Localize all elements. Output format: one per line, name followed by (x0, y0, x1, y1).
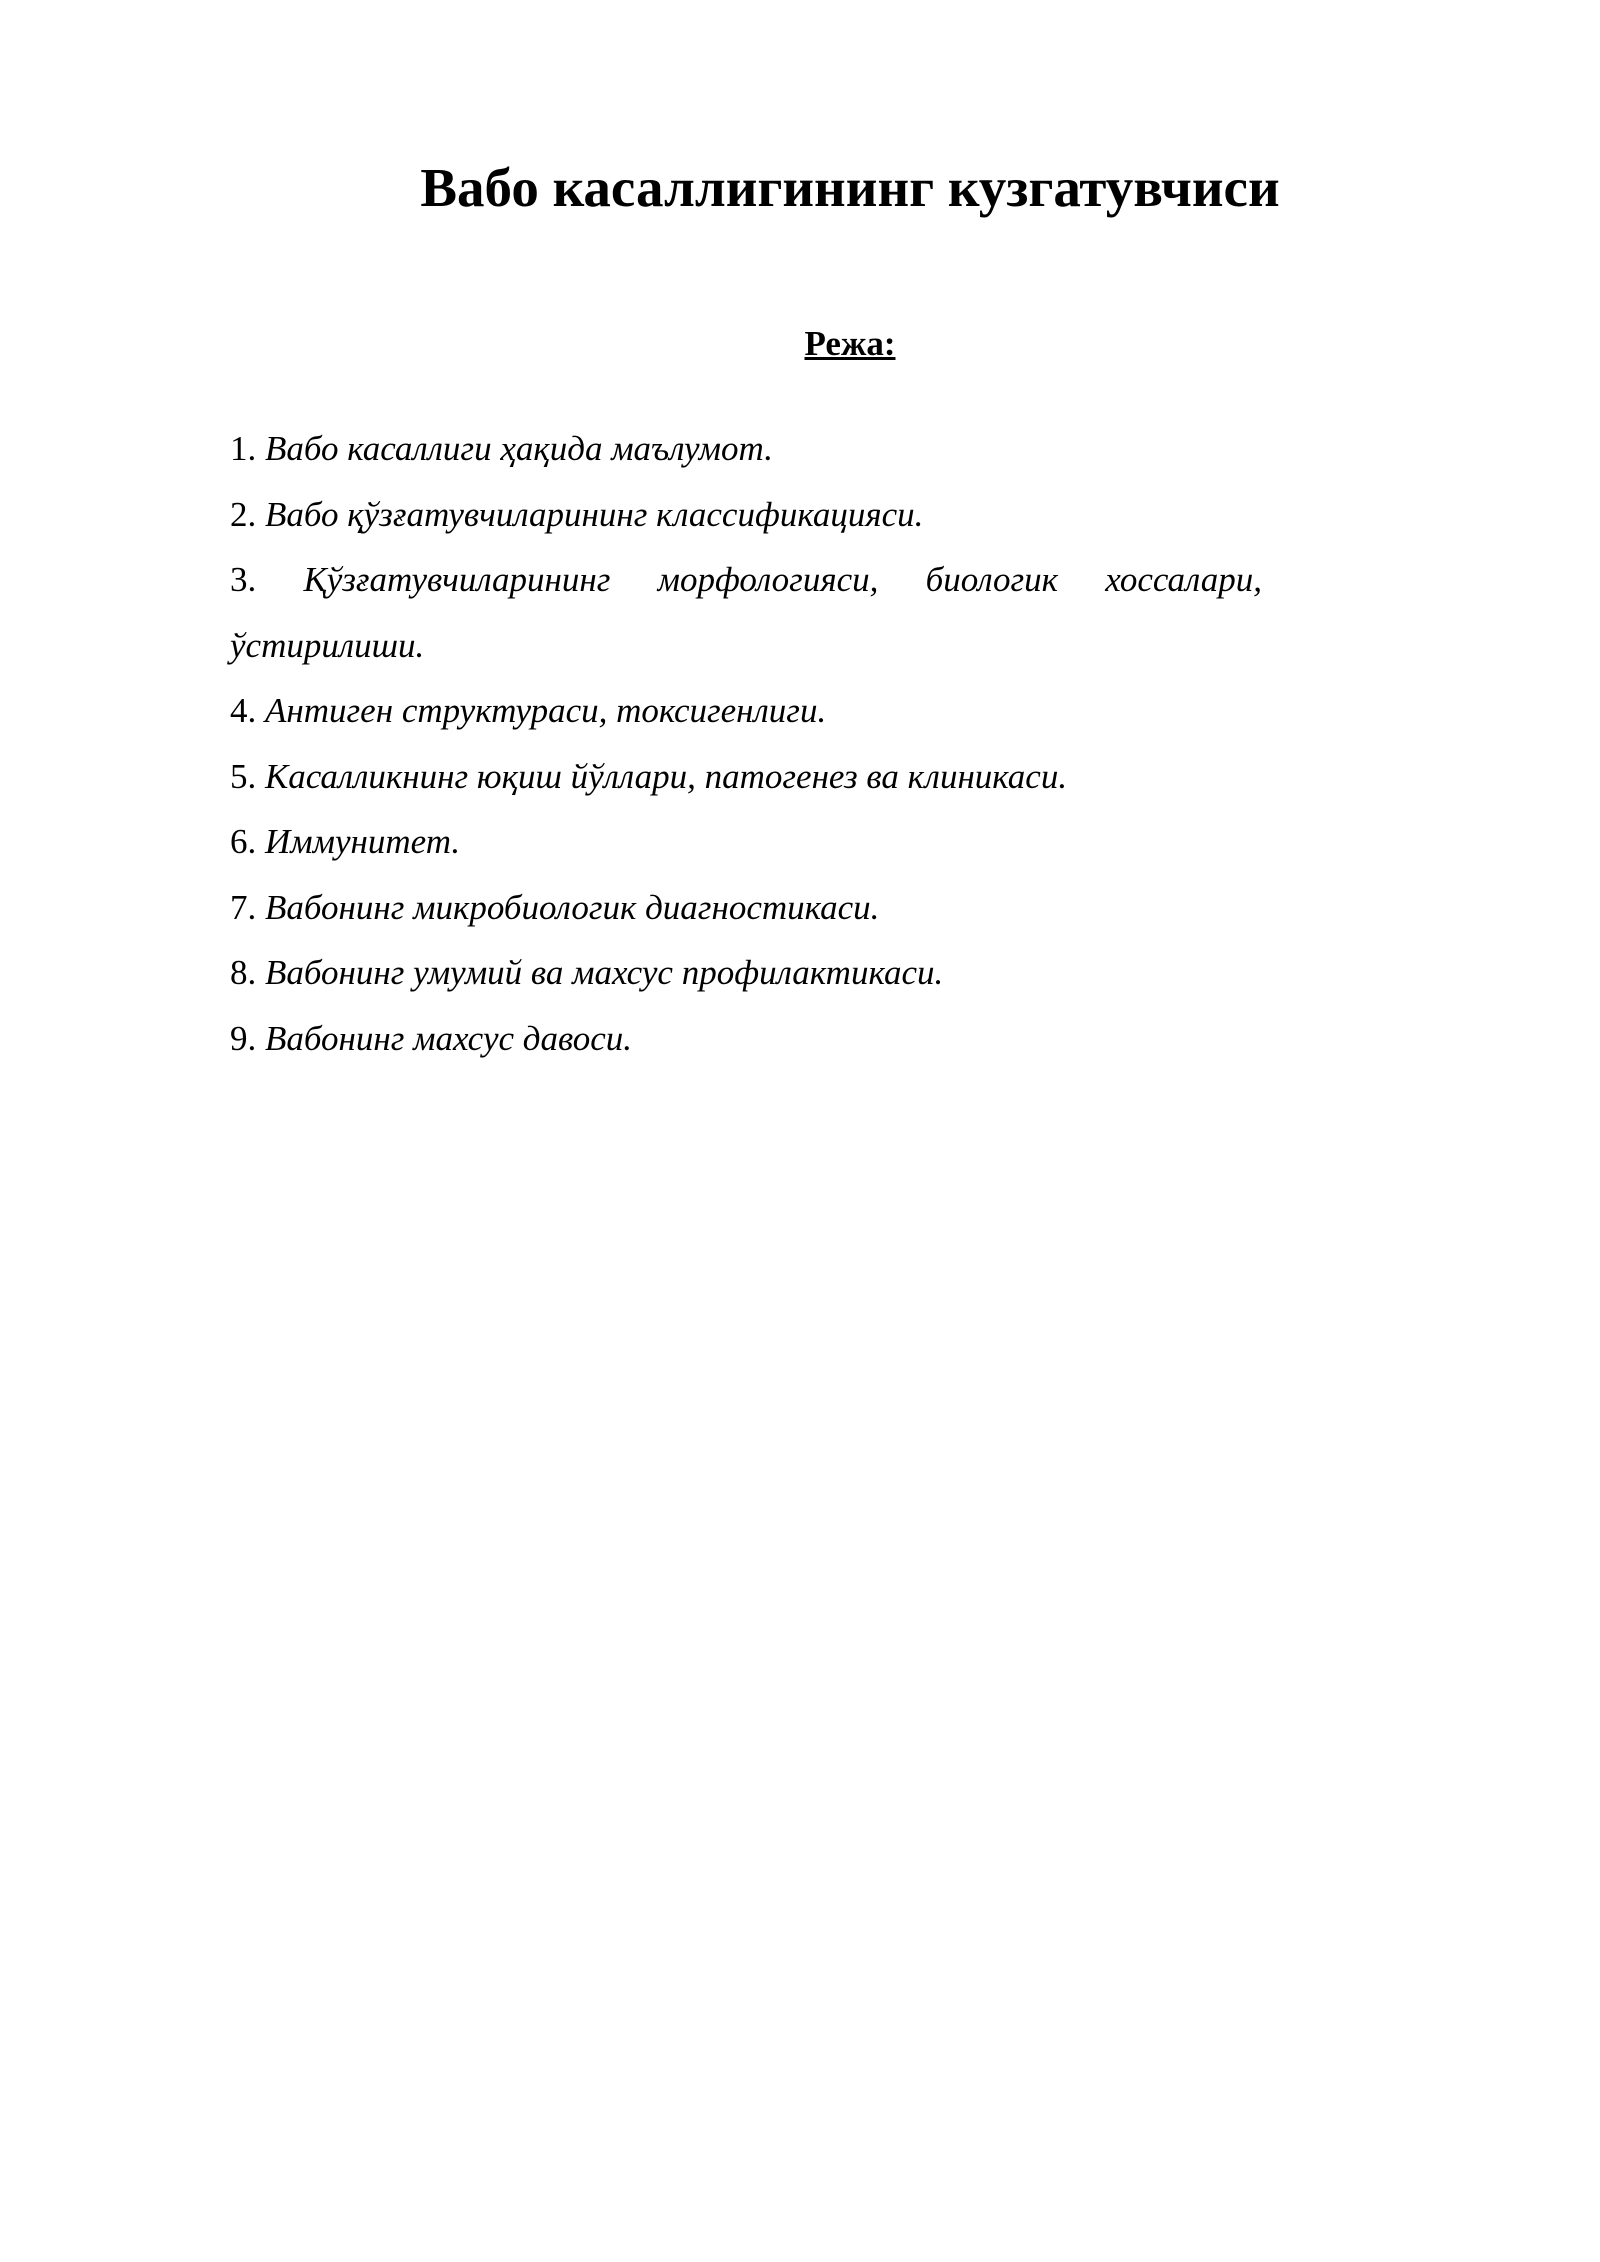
plan-item-1 (230, 416, 1262, 482)
document-title: Вабо касаллигининг кузгатувчиси (420, 157, 1280, 218)
plan-item-text: Вабо қўзғатувчиларининг классификацияси. (265, 494, 924, 534)
plan-item-text: Вабонинг умумий ва махсус профилактикаси. (265, 953, 944, 992)
plan-list (230, 416, 1262, 1071)
plan-item-7 (230, 875, 1262, 941)
plan-item-3 (230, 547, 1262, 678)
plan-item-text: Иммунитет. (265, 822, 461, 861)
plan-item-number: 5. (230, 756, 257, 796)
plan-item-number: 1. (230, 429, 257, 468)
plan-item-number: 4. (230, 691, 257, 730)
plan-item-6 (230, 809, 1262, 875)
plan-item-9 (230, 1006, 1262, 1072)
plan-item-number: 2. (230, 494, 257, 534)
plan-item-text: Антиген структураси, токсигенлиги. (265, 691, 827, 730)
plan-item-text: Вабонинг микробиологик диагностикаси. (265, 887, 880, 927)
plan-item-4 (230, 678, 1262, 744)
plan-item-8 (230, 940, 1262, 1006)
plan-item-text: Касалликнинг юқиш йўллари, патогенез ва клиникаси. (265, 756, 1068, 796)
plan-item-5 (230, 744, 1262, 810)
plan-item-number: 7. (230, 887, 257, 927)
plan-item-number: 9. (230, 1018, 257, 1058)
plan-item-text: Вабонинг махсус давоси. (265, 1018, 632, 1058)
plan-item-text: Вабо касаллиги ҳақида маълумот. (265, 429, 773, 468)
plan-item-number: 3. (230, 560, 257, 599)
plan-item-text: Қўзғатувчиларининг морфологияси, биологик хоссалари, ўстирилиши. (230, 560, 1262, 665)
plan-heading: Режа: (804, 324, 896, 363)
plan-item-number: 6. (230, 822, 257, 861)
plan-item-2 (230, 482, 1262, 548)
plan-item-number: 8. (230, 953, 257, 992)
